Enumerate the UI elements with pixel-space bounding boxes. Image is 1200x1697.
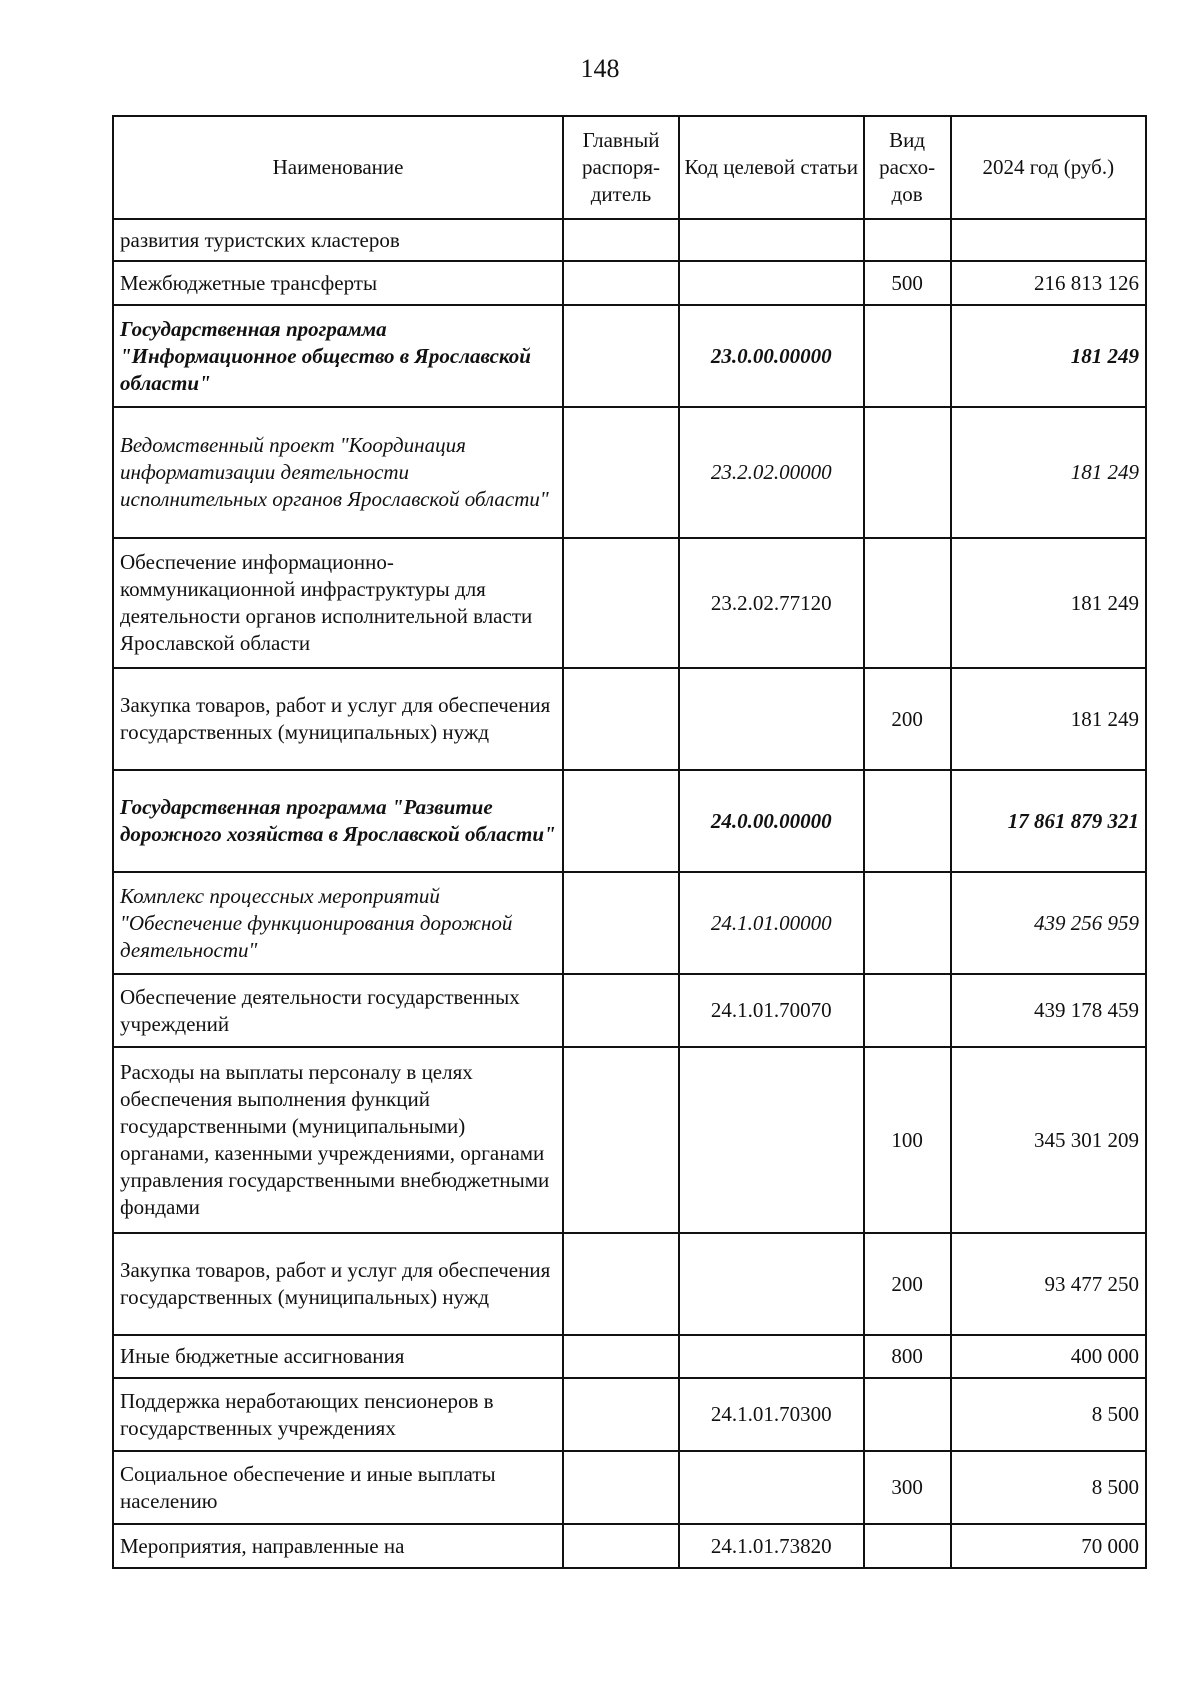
row-kind	[864, 219, 951, 261]
row-name: Иные бюджетные ассигнования	[113, 1335, 563, 1378]
row-amount: 439 178 459	[951, 974, 1146, 1047]
row-kind	[864, 872, 951, 974]
row-name: Межбюджетные трансферты	[113, 261, 563, 305]
table-row	[113, 974, 1146, 1047]
row-amount: 70 000	[951, 1524, 1146, 1568]
row-name: Закупка товаров, работ и услуг для обеспечения государственных (муниципальных) нужд	[113, 1233, 563, 1335]
row-manager	[563, 1451, 679, 1524]
row-kind: 200	[864, 1233, 951, 1335]
row-name: Расходы на выплаты персоналу в целях обеспечения выполнения функций государственными (муниципальными) органами, казенными учреждениями, органами управления государственными внебюджетными фондами	[113, 1047, 563, 1233]
row-code	[679, 668, 864, 770]
row-name: Государственная программа "Развитие дорожного хозяйства в Ярославской области"	[113, 770, 563, 872]
table-row	[113, 1335, 1146, 1378]
row-amount: 181 249	[951, 305, 1146, 407]
table-row	[113, 1047, 1146, 1233]
row-kind	[864, 770, 951, 872]
row-manager	[563, 770, 679, 872]
row-code	[679, 1233, 864, 1335]
row-kind: 800	[864, 1335, 951, 1378]
table-body	[113, 219, 1146, 1568]
row-manager	[563, 305, 679, 407]
table-row	[113, 1524, 1146, 1568]
row-amount: 8 500	[951, 1378, 1146, 1451]
row-name: Обеспечение информационно-коммуникационной инфраструктуры для деятельности органов исполнительной власти Ярославской области	[113, 538, 563, 668]
row-amount: 93 477 250	[951, 1233, 1146, 1335]
row-amount: 17 861 879 321	[951, 770, 1146, 872]
row-kind: 100	[864, 1047, 951, 1233]
row-manager	[563, 1047, 679, 1233]
row-name: Поддержка неработающих пенсионеров в государственных учреждениях	[113, 1378, 563, 1451]
row-amount: 345 301 209	[951, 1047, 1146, 1233]
row-kind: 500	[864, 261, 951, 305]
table-row	[113, 407, 1146, 538]
header-name: Наименование	[113, 116, 563, 219]
table-row	[113, 305, 1146, 407]
row-code	[679, 1335, 864, 1378]
row-code	[679, 1451, 864, 1524]
row-code	[679, 1047, 864, 1233]
row-manager	[563, 219, 679, 261]
row-manager	[563, 1335, 679, 1378]
row-code: 24.1.01.70300	[679, 1378, 864, 1451]
table-row	[113, 1378, 1146, 1451]
row-manager	[563, 261, 679, 305]
row-manager	[563, 872, 679, 974]
row-code: 24.1.01.73820	[679, 1524, 864, 1568]
table-row	[113, 261, 1146, 305]
row-kind	[864, 407, 951, 538]
row-name: Обеспечение деятельности государственных учреждений	[113, 974, 563, 1047]
row-code	[679, 261, 864, 305]
table-row	[113, 219, 1146, 261]
row-amount	[951, 219, 1146, 261]
row-kind	[864, 305, 951, 407]
row-kind	[864, 974, 951, 1047]
row-amount: 8 500	[951, 1451, 1146, 1524]
row-code: 24.0.00.00000	[679, 770, 864, 872]
row-manager	[563, 668, 679, 770]
row-kind: 300	[864, 1451, 951, 1524]
header-manager: Главный распоря- дитель	[563, 116, 679, 219]
row-code: 23.0.00.00000	[679, 305, 864, 407]
row-name: Мероприятия, направленные на	[113, 1524, 563, 1568]
row-name: Закупка товаров, работ и услуг для обеспечения государственных (муниципальных) нужд	[113, 668, 563, 770]
row-name: Комплекс процессных мероприятий "Обеспечение функционирования дорожной деятельности"	[113, 872, 563, 974]
row-code	[679, 219, 864, 261]
header-code: Код целевой статьи	[679, 116, 864, 219]
row-name: Ведомственный проект "Координация информатизации деятельности исполнительных органов Ярославской области"	[113, 407, 563, 538]
row-amount: 216 813 126	[951, 261, 1146, 305]
table-row	[113, 770, 1146, 872]
header-row	[113, 116, 1146, 219]
row-kind: 200	[864, 668, 951, 770]
row-manager	[563, 1378, 679, 1451]
row-manager	[563, 538, 679, 668]
row-manager	[563, 407, 679, 538]
row-amount: 181 249	[951, 538, 1146, 668]
row-kind	[864, 1524, 951, 1568]
row-amount: 181 249	[951, 668, 1146, 770]
row-code: 24.1.01.70070	[679, 974, 864, 1047]
table-row	[113, 1451, 1146, 1524]
header-kind: Вид расхо- дов	[864, 116, 951, 219]
table-row	[113, 1233, 1146, 1335]
table-row	[113, 538, 1146, 668]
page-number: 148	[580, 54, 620, 83]
row-manager	[563, 1233, 679, 1335]
table-row	[113, 668, 1146, 770]
row-kind	[864, 538, 951, 668]
row-amount: 400 000	[951, 1335, 1146, 1378]
budget-table	[112, 115, 1147, 1569]
row-code: 23.2.02.00000	[679, 407, 864, 538]
table-header	[113, 116, 1146, 219]
row-amount: 181 249	[951, 407, 1146, 538]
row-code: 23.2.02.77120	[679, 538, 864, 668]
row-name: Социальное обеспечение и иные выплаты населению	[113, 1451, 563, 1524]
header-amount: 2024 год (руб.)	[951, 116, 1146, 219]
row-amount: 439 256 959	[951, 872, 1146, 974]
row-kind	[864, 1378, 951, 1451]
row-manager	[563, 1524, 679, 1568]
row-name: развития туристских кластеров	[113, 219, 563, 261]
row-manager	[563, 974, 679, 1047]
table-row	[113, 872, 1146, 974]
row-code: 24.1.01.00000	[679, 872, 864, 974]
row-name: Государственная программа "Информационное общество в Ярославской области"	[113, 305, 563, 407]
